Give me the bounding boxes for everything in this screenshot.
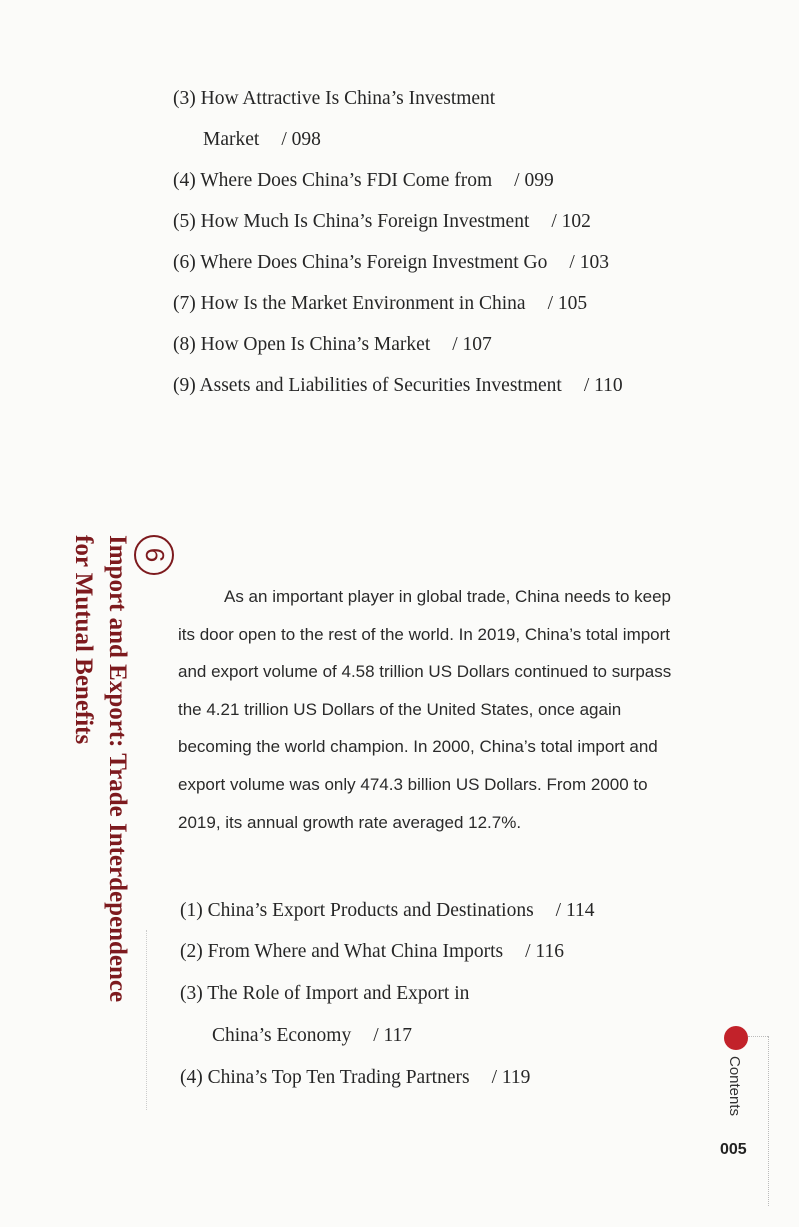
- toc-entry-title: Market: [203, 129, 260, 150]
- toc-entry: [173, 293, 587, 315]
- page-number: 005: [720, 1141, 747, 1158]
- toc-entry-page: / 098: [281, 129, 321, 150]
- side-divider: [768, 1036, 769, 1206]
- toc-entry-page: / 114: [555, 900, 595, 921]
- toc-entry: [180, 941, 564, 963]
- chapter-title: [66, 535, 174, 1002]
- section-marker-dot-icon: [724, 1026, 748, 1050]
- toc-entry-title: (4) China’s Top Ten Trading Partners: [180, 1067, 470, 1088]
- toc-entry: [173, 88, 495, 110]
- toc-entry-page: / 119: [491, 1067, 531, 1088]
- chapter-intro-paragraph: As an important player in global trade, China needs to keep its door open to the rest of the world. In 2019, China’s total import and export volume of 4.58 trillion US Dollars continued to surpass the 4.21 trillion US Dollars of the United States, once again becoming the world champion. In 2000, China’s total import and export volume was only 474.3 billion US Dollars. From 2000 to 2019, its annual growth rate averaged 12.7%.: [178, 587, 672, 832]
- toc-entry-title: (1) China’s Export Products and Destinations: [180, 900, 534, 921]
- toc-entry-page: / 117: [373, 1025, 413, 1046]
- toc-entry-title: (7) How Is the Market Environment in China: [173, 293, 526, 314]
- toc-entry-title: (6) Where Does China’s Foreign Investment Go: [173, 252, 548, 273]
- toc-entry-title: China’s Economy: [212, 1025, 352, 1046]
- toc-entry: [180, 1067, 530, 1089]
- toc-entry-title: (3) How Attractive Is China’s Investment: [173, 88, 496, 109]
- toc-entry: [173, 252, 609, 274]
- toc-entry-title: (2) From Where and What China Imports: [180, 941, 504, 962]
- toc-entry-title: (8) How Open Is China’s Market: [173, 334, 431, 355]
- toc-entry-title: (3) The Role of Import and Export in: [180, 983, 470, 1004]
- toc-entry: [173, 211, 591, 233]
- toc-entry: [180, 900, 595, 922]
- toc-entry: [203, 129, 321, 151]
- margin-divider: [146, 930, 147, 1110]
- toc-entry-page: / 107: [452, 334, 492, 355]
- toc-entry-title: (4) Where Does China’s FDI Come from: [173, 170, 493, 191]
- toc-entry: [173, 170, 554, 192]
- toc-entry: [173, 375, 623, 397]
- toc-entry: [180, 983, 469, 1005]
- toc-entry: [173, 334, 492, 356]
- toc-entry-title: (9) Assets and Liabilities of Securities Investment: [173, 375, 562, 396]
- toc-entry: [212, 1025, 412, 1047]
- toc-entry-page: / 099: [514, 170, 554, 191]
- side-divider: [748, 1036, 768, 1037]
- toc-entry-page: / 103: [569, 252, 609, 273]
- toc-entry-page: / 105: [547, 293, 588, 314]
- chapter-title-line2: for Mutual Benefits: [70, 535, 97, 745]
- chapter-title-line1: Import and Export: Trade Interdependence: [104, 535, 131, 1003]
- chapter-number: 6: [134, 535, 174, 575]
- toc-entry-title: (5) How Much Is China’s Foreign Investment: [173, 211, 530, 232]
- toc-entry-page: / 116: [525, 941, 564, 962]
- contents-label: Contents: [726, 1056, 743, 1117]
- toc-entry-page: / 110: [583, 375, 623, 396]
- toc-entry-page: / 102: [551, 211, 591, 232]
